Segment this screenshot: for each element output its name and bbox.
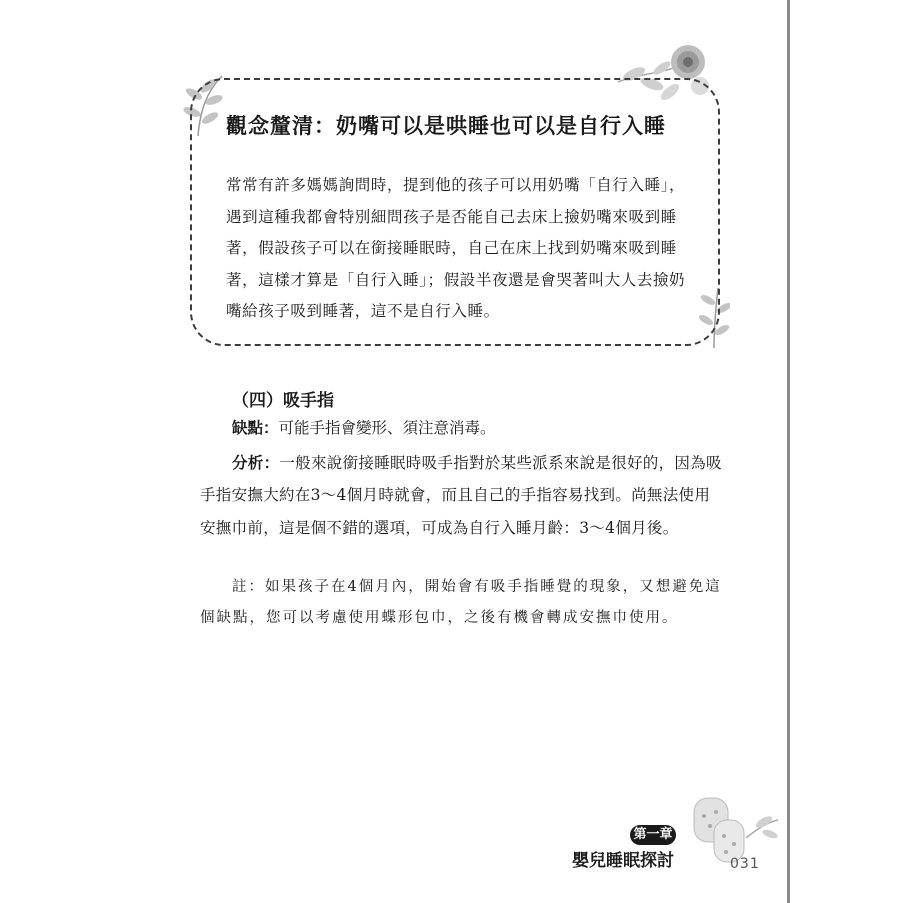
cons-text: 可能手指會變形、須注意消毒。 xyxy=(278,419,496,437)
callout-body: 常常有許多媽媽詢問時，提到他的孩子可以用奶嘴「自行入睡」，遇到這種我都會特別細問孩子是否能自己去床上撿奶嘴來吸到睡著，假設孩子可以在銜接睡眠時，自己在床上找到奶嘴來吸到睡著，這樣才算是「自行入睡」；假設半夜還是會哭著叫大人去撿奶嘴給孩子吸到睡著，這不是自行入睡。 xyxy=(226,176,686,320)
cons-paragraph xyxy=(232,416,496,438)
analysis-label: 分析： xyxy=(232,454,280,472)
analysis-paragraph xyxy=(200,447,722,544)
page-number: 031 xyxy=(730,856,760,872)
chapter-title: 嬰兒睡眠探討 xyxy=(572,851,674,871)
page-edge-line xyxy=(787,0,790,903)
section-heading: （四）吸手指 xyxy=(232,391,334,411)
analysis-text: 一般來說銜接睡眠時吸手指對於某些派系來說是很好的，因為吸手指安撫大約在3～4個月時就會，而且自己的手指容易找到。尚無法使用安撫巾前，這是個不錯的選項，可成為自行入睡月齡：3～4個月後。 xyxy=(200,454,722,537)
callout-title: 觀念釐清：奶嘴可以是哄睡也可以是自行入睡 xyxy=(226,114,666,138)
cons-label: 缺點： xyxy=(232,419,279,437)
chapter-badge: 第一章 xyxy=(630,825,676,845)
note-paragraph: 註：如果孩子在4個月內，開始會有吸手指睡覺的現象，又想避免這個缺點，您可以考慮使用蝶形包巾，之後有機會轉成安撫巾使用。 xyxy=(200,579,722,626)
baby-socks-icon xyxy=(676,792,780,874)
